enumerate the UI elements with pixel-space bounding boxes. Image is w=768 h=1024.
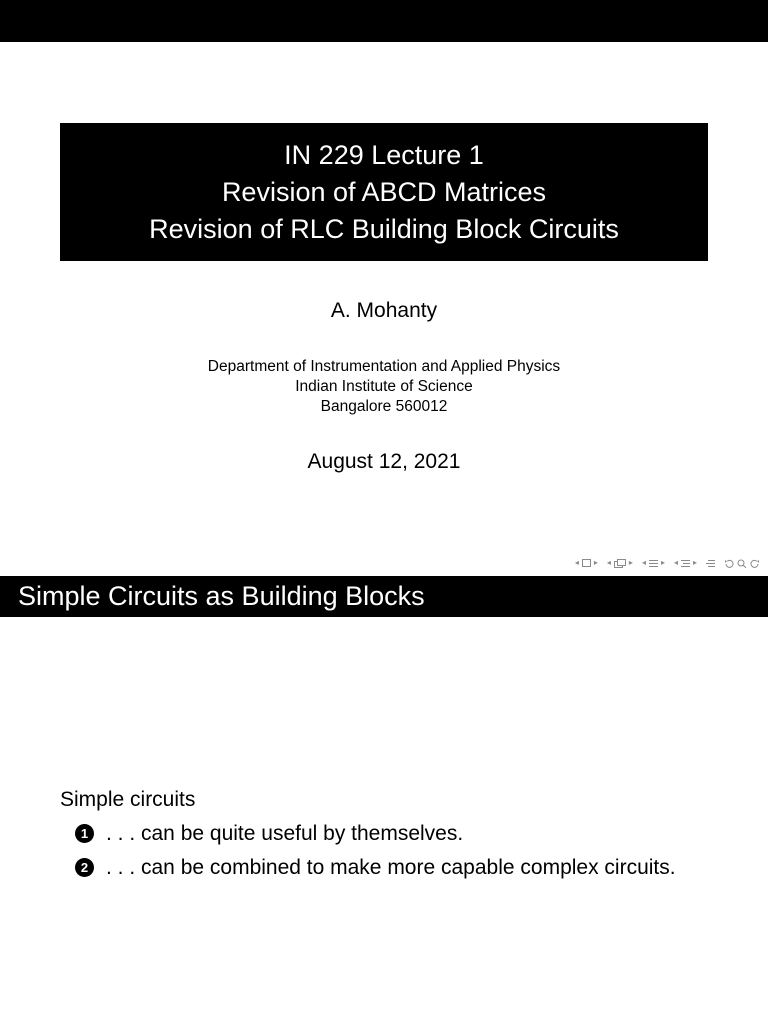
body-lead: Simple circuits (60, 788, 196, 811)
nav-left-arrow-icon[interactable]: ◂ (641, 558, 646, 567)
list-item-text: . . . can be quite useful by themselves. (106, 822, 464, 845)
nav-subsection-icon[interactable] (614, 559, 626, 568)
title-line-course: IN 229 Lecture 1 (284, 139, 484, 170)
nav-redo-icon[interactable] (750, 559, 760, 568)
nav-right-arrow-icon[interactable]: ▸ (628, 558, 633, 567)
institute-name: Indian Institute of Science (295, 378, 473, 395)
title-line-rlc: Revision of RLC Building Block Circuits (149, 213, 619, 244)
nav-subsection-list-icon[interactable] (681, 559, 690, 568)
nav-left-arrow-icon[interactable]: ◂ (574, 558, 579, 567)
frame-title: Simple Circuits as Building Blocks (0, 576, 768, 617)
nav-left-arrow-icon[interactable]: ◂ (606, 558, 611, 567)
nav-search-icon[interactable] (737, 559, 747, 568)
nav-search-group[interactable] (724, 559, 760, 568)
nav-frame-group[interactable] (575, 556, 598, 570)
institute-city: Bangalore 560012 (320, 398, 448, 415)
nav-frame-icon[interactable] (582, 559, 591, 567)
title-line-abcd: Revision of ABCD Matrices (221, 176, 547, 207)
date: August 12, 2021 (307, 450, 461, 473)
nav-right-arrow-icon[interactable]: ▸ (660, 558, 665, 567)
list-number-badge: 2 (75, 858, 94, 877)
list-item-text: . . . can be combined to make more capable complex circuits. (106, 856, 676, 879)
nav-align-icon[interactable] (706, 559, 715, 568)
nav-section-icon[interactable] (649, 559, 658, 568)
institute (0, 357, 768, 417)
nav-undo-icon[interactable] (724, 559, 734, 568)
content-slide (0, 576, 768, 1024)
slide-body (60, 785, 700, 887)
title-block (60, 123, 708, 261)
nav-left-arrow-icon[interactable]: ◂ (673, 558, 678, 567)
nav-right-arrow-icon[interactable]: ▸ (593, 558, 598, 567)
nav-align-group[interactable] (706, 559, 715, 568)
header-bar (0, 0, 768, 42)
nav-right-arrow-icon[interactable]: ▸ (692, 558, 697, 567)
author: A. Mohanty (330, 299, 438, 322)
nav-section-group[interactable] (642, 556, 665, 570)
list-number-badge: 1 (75, 824, 94, 843)
beamer-navigation (566, 556, 760, 570)
list-item (60, 819, 700, 848)
enumerated-list (60, 819, 700, 882)
nav-subsection-group[interactable] (607, 556, 633, 570)
list-item (60, 853, 700, 882)
nav-subsection-list-group[interactable] (674, 556, 697, 570)
institute-department: Department of Instrumentation and Applied Physics (207, 358, 561, 375)
